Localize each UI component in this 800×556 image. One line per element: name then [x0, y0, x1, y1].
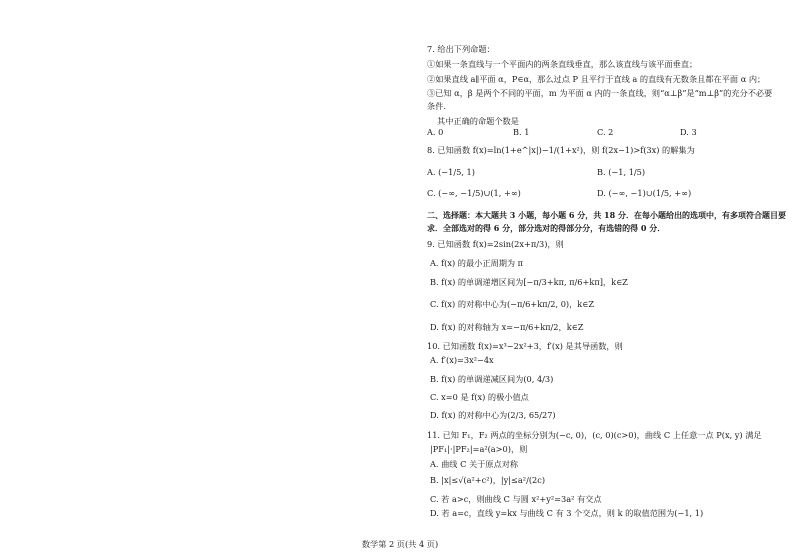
q8-option-a: A. (−1/5, 1)	[427, 167, 475, 177]
q11-stem-cont: |PF₁|·|PF₂|=a²(a>0)，则	[430, 444, 528, 454]
q8-option-b: B. (−1, 1/5)	[597, 167, 646, 177]
section-2-heading-cont: 求．全部选对的得 6 分，部分选对的得部分分，有选错的得 0 分．	[427, 223, 666, 233]
section-2-heading: 二、选择题：本大题共 3 小题，每小题 6 分，共 18 分．在每小题给出的选项中，有多项符合题目要	[427, 210, 786, 220]
q7-proposition-3: ③已知 α，β 是两个不同的平面，m 为平面 α 内的一条直线，则“α⊥β”是“m⊥β”的充分不必要	[427, 88, 773, 98]
q7-option-c: C. 2	[597, 127, 614, 137]
q9-stem: 9. 已知函数 f(x)=2sin(2x+π/3)，则	[427, 239, 564, 249]
q7-proposition-3-cont: 条件.	[427, 101, 446, 111]
q10-option-b: B. f(x) 的单调递减区间为(0, 4/3)	[430, 374, 554, 384]
q9-option-c: C. f(x) 的对称中心为(−π/6+kπ/2, 0)，k∈Z	[430, 299, 595, 309]
q10-option-c: C. x=0 是 f(x) 的极小值点	[430, 392, 529, 402]
q7-option-d: D. 3	[680, 127, 697, 137]
q10-stem: 10. 已知函数 f(x)=x³−2x²+3，f′(x) 是其导函数，则	[427, 341, 623, 351]
q9-option-b: B. f(x) 的单调递增区间为[−π/3+kπ, π/6+kπ]，k∈Z	[430, 277, 628, 287]
page-footer: 数学第 2 页(共 4 页)	[361, 539, 439, 549]
q7-stem: 7. 给出下列命题：	[427, 44, 495, 54]
q9-option-d: D. f(x) 的对称轴为 x=−π/6+kπ/2，k∈Z	[430, 322, 584, 332]
q7-question: 其中正确的命题个数是	[437, 116, 519, 126]
q11-option-a: A. 曲线 C 关于原点对称	[430, 459, 519, 469]
q11-stem: 11. 已知 F₁，F₂ 两点的坐标分别为(−c, 0)，(c, 0)(c>0)，曲线 C 上任意一点 P(x, y) 满足	[427, 430, 762, 440]
q11-option-b: B. |x|≤√(a²+c²)，|y|≤a²/(2c)	[430, 475, 546, 485]
q7-option-a: A. 0	[427, 127, 444, 137]
q8-option-c: C. (−∞, −1/5)∪(1, +∞)	[427, 188, 521, 198]
q9-option-a: A. f(x) 的最小正周期为 π	[430, 258, 524, 268]
q11-option-c: C. 若 a>c，则曲线 C 与圆 x²+y²=3a² 有交点	[430, 494, 602, 504]
q11-option-d: D. 若 a=c，直线 y=kx 与曲线 C 有 3 个交点，则 k 的取值范围为(−1, 1)	[430, 508, 704, 518]
q7-proposition-2: ②如果直线 a∥平面 α，P∈α，那么过点 P 且平行于直线 a 的直线有无数条且都在平面 α 内；	[427, 74, 766, 84]
q8-option-d: D. (−∞, −1)∪(1/5, +∞)	[597, 188, 692, 198]
q10-option-d: D. f(x) 的对称中心为(2/3, 65/27)	[430, 410, 556, 420]
q7-proposition-1: ①如果一条直线与一个平面内的两条直线垂直，那么该直线与该平面垂直；	[427, 59, 698, 69]
q10-option-a: A. f′(x)=3x²−4x	[430, 355, 494, 365]
q7-option-b: B. 1	[513, 127, 530, 137]
q8-stem: 8. 已知函数 f(x)=ln(1+e^|x|)−1/(1+x²)，则 f(2x−1)>f(3x) 的解集为	[427, 145, 695, 155]
